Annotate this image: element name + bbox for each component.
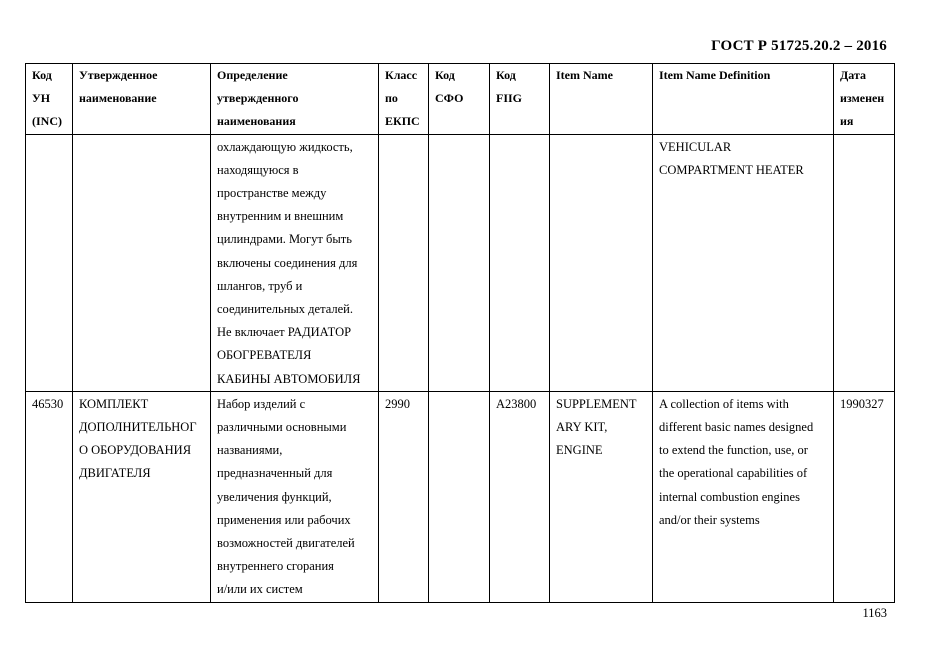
cell-code-un: 46530 [26,391,73,602]
cell-approved-name [73,134,211,391]
cell-item-name [550,134,653,391]
cell-code-sfo [429,391,490,602]
header-class-ekps: Класс по ЕКПС [379,64,429,135]
cell-code-fiig: A23800 [490,391,550,602]
cell-code-sfo [429,134,490,391]
cell-item-name-definition: VEHICULAR COMPARTMENT HEATER [653,134,834,391]
header-approved-name: Утвержденное наименование [73,64,211,135]
header-item-name-definition: Item Name Definition [653,64,834,135]
header-code-un: Код УН (INC) [26,64,73,135]
cell-definition: охлаждающую жидкость, находящуюся в пространстве между внутренним и внешним цилиндрами. Могут быть включены соединения для шлангов, труб и соединительных деталей. Не включает РАДИАТОР ОБОГРЕВАТЕЛЯ КАБИНЫ АВТОМОБИЛЯ [211,134,379,391]
header-definition: Определение утвержденного наименования [211,64,379,135]
page-number: 1163 [862,606,887,620]
cell-class-ekps: 2990 [379,391,429,602]
cell-class-ekps [379,134,429,391]
header-item-name: Item Name [550,64,653,135]
cell-change-date [834,134,895,391]
header-change-date: Дата изменен ия [834,64,895,135]
header-code-sfo: Код СФО [429,64,490,135]
cell-item-name-definition: A collection of items with different basic names designed to extend the function, use, or the operational capabilities of internal combustion engines and/or their systems [653,391,834,602]
cell-code-fiig [490,134,550,391]
cell-item-name: SUPPLEMENT ARY KIT, ENGINE [550,391,653,602]
cell-change-date: 1990327 [834,391,895,602]
cell-code-un [26,134,73,391]
cell-definition: Набор изделий с различными основными названиями, предназначенный для увеличения функций, применения или рабочих возможностей двигателей внутреннего сгорания и/или их систем [211,391,379,602]
cell-approved-name: КОМПЛЕКТ ДОПОЛНИТЕЛЬНОГ О ОБОРУДОВАНИЯ ДВИГАТЕЛЯ [73,391,211,602]
header-code-fiig: Код FIIG [490,64,550,135]
table-row-continuation [26,134,895,391]
table-header-row [26,64,895,135]
document-header: ГОСТ Р 51725.20.2 – 2016 [711,38,887,54]
table-row-46530 [26,391,895,602]
catalog-table [25,63,895,603]
